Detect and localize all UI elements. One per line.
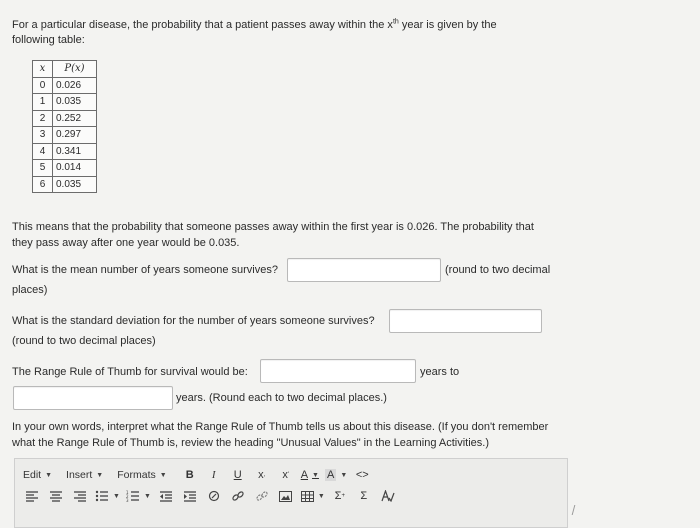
cell-x: 1 — [33, 94, 53, 111]
mean-answer-input[interactable] — [287, 258, 441, 282]
mean-question-suffix2: places) — [12, 284, 48, 296]
subscript-label: x — [258, 469, 264, 481]
column-header-x: x — [33, 61, 53, 78]
table-row — [33, 176, 97, 193]
explanation-text — [12, 219, 572, 251]
interpret-question — [12, 419, 582, 451]
align-left-icon[interactable] — [23, 488, 41, 504]
intro-line1-end: year is given by the — [398, 19, 497, 31]
svg-text:3: 3 — [125, 498, 129, 502]
range-question-middle: years to — [420, 366, 460, 378]
caret-down-icon: ▼ — [159, 471, 167, 479]
mean-question-label: What is the mean number of years someone survives? — [12, 264, 278, 276]
table-row — [33, 110, 97, 127]
caret-down-icon: ▼ — [312, 471, 319, 479]
indent-icon[interactable] — [181, 488, 199, 504]
mean-question-suffix: (round to two decimal — [445, 264, 551, 276]
cell-p: 0.014 — [53, 160, 97, 177]
source-code-button[interactable]: <> — [355, 469, 369, 481]
menu-insert[interactable] — [66, 469, 103, 481]
range-upper-input[interactable] — [13, 386, 173, 410]
table-row — [33, 160, 97, 177]
caret-down-icon: ▼ — [96, 471, 104, 479]
table-row — [33, 143, 97, 160]
caret-down-icon: ▼ — [340, 471, 348, 479]
intro-line1: For a particular disease, the probability that a patient passes away within the x — [12, 19, 393, 31]
interpret-line1: In your own words, interpret what the Range Rule of Thumb tells us about this disease. (If you don't remember — [12, 421, 549, 433]
italic-button[interactable]: I — [211, 469, 216, 481]
sd-answer-input[interactable] — [389, 309, 542, 333]
table-row — [33, 77, 97, 94]
probability-table — [32, 60, 97, 193]
caret-down-icon: ▼ — [45, 471, 53, 479]
svg-text:1: 1 — [125, 490, 129, 495]
cell-p: 0.035 — [53, 94, 97, 111]
menu-edit-label: Edit — [23, 469, 42, 481]
subscript-marker: , — [263, 472, 266, 478]
range-question-suffix: years. (Round each to two decimal places.) — [176, 392, 387, 404]
intro-line2: following table: — [12, 34, 85, 46]
intro-text — [12, 18, 552, 48]
numbered-list-icon[interactable] — [126, 488, 151, 504]
cell-x: 0 — [33, 77, 53, 94]
cell-x: 5 — [33, 160, 53, 177]
text-cursor-icon — [572, 505, 577, 515]
caret-down-icon: ▼ — [143, 492, 151, 500]
subscript-button[interactable] — [253, 467, 271, 483]
background-color-button[interactable] — [325, 467, 347, 483]
superscript-button[interactable] — [277, 467, 295, 483]
sd-question-suffix: (round to two decimal places) — [12, 335, 156, 347]
cell-p: 0.252 — [53, 110, 97, 127]
table-header-row — [33, 61, 97, 78]
explanation-line1: This means that the probability that someone passes away within the first year is 0.026. The probability that — [12, 221, 534, 233]
align-right-icon[interactable] — [71, 488, 89, 504]
link-icon[interactable] — [229, 488, 247, 504]
sd-question-label: What is the standard deviation for the number of years someone survives? — [12, 315, 375, 327]
intro-superscript: th — [392, 18, 399, 26]
editor-toolbar-row1 — [23, 467, 377, 483]
menu-insert-label: Insert — [66, 469, 93, 481]
rich-text-editor[interactable] — [14, 458, 568, 528]
cell-p: 0.297 — [53, 127, 97, 144]
cell-x: 2 — [33, 110, 53, 127]
cell-x: 3 — [33, 127, 53, 144]
range-lower-input[interactable] — [260, 359, 416, 383]
sigma-plus-label: Σ — [334, 490, 342, 502]
attachment-icon[interactable] — [205, 488, 223, 504]
cell-p: 0.341 — [53, 143, 97, 160]
cell-p: 0.026 — [53, 77, 97, 94]
caret-down-icon: ▼ — [113, 492, 120, 500]
cell-x: 6 — [33, 176, 53, 193]
underline-button[interactable]: U — [233, 469, 242, 481]
outdent-icon[interactable] — [157, 488, 175, 504]
table-row — [33, 94, 97, 111]
superscript-label: x — [282, 469, 288, 481]
font-color-label: A — [300, 469, 309, 481]
bullet-list-icon[interactable] — [95, 488, 120, 504]
sigma-plus-icon[interactable] — [331, 488, 349, 504]
superscript-marker: ' — [287, 472, 290, 478]
cell-x: 4 — [33, 143, 53, 160]
sigma-plus-marker: + — [341, 493, 345, 499]
menu-formats-label: Formats — [117, 469, 156, 481]
svg-text:2: 2 — [125, 494, 129, 499]
image-icon[interactable] — [277, 488, 295, 504]
table-row — [33, 127, 97, 144]
font-color-button[interactable] — [301, 467, 319, 483]
range-question-label: The Range Rule of Thumb for survival would be: — [12, 366, 248, 378]
sigma-icon[interactable]: Σ — [360, 490, 368, 502]
explanation-line2: they pass away after one year would be 0.035. — [12, 237, 240, 249]
unlink-icon[interactable] — [253, 488, 271, 504]
interpret-line2: what the Range Rule of Thumb is, review the heading "Unusual Values" in the Learning Activities.) — [12, 437, 490, 449]
caret-down-icon: ▼ — [317, 492, 325, 500]
bold-button[interactable]: B — [185, 469, 194, 481]
background-color-label: A — [326, 469, 335, 481]
editor-toolbar-row2 — [23, 488, 403, 504]
table-icon[interactable] — [301, 488, 325, 504]
cell-p: 0.035 — [53, 176, 97, 193]
menu-edit[interactable] — [23, 469, 52, 481]
menu-formats[interactable] — [117, 469, 166, 481]
align-center-icon[interactable] — [47, 488, 65, 504]
column-header-px: P(x) — [53, 61, 97, 78]
spellcheck-icon[interactable] — [379, 488, 397, 504]
